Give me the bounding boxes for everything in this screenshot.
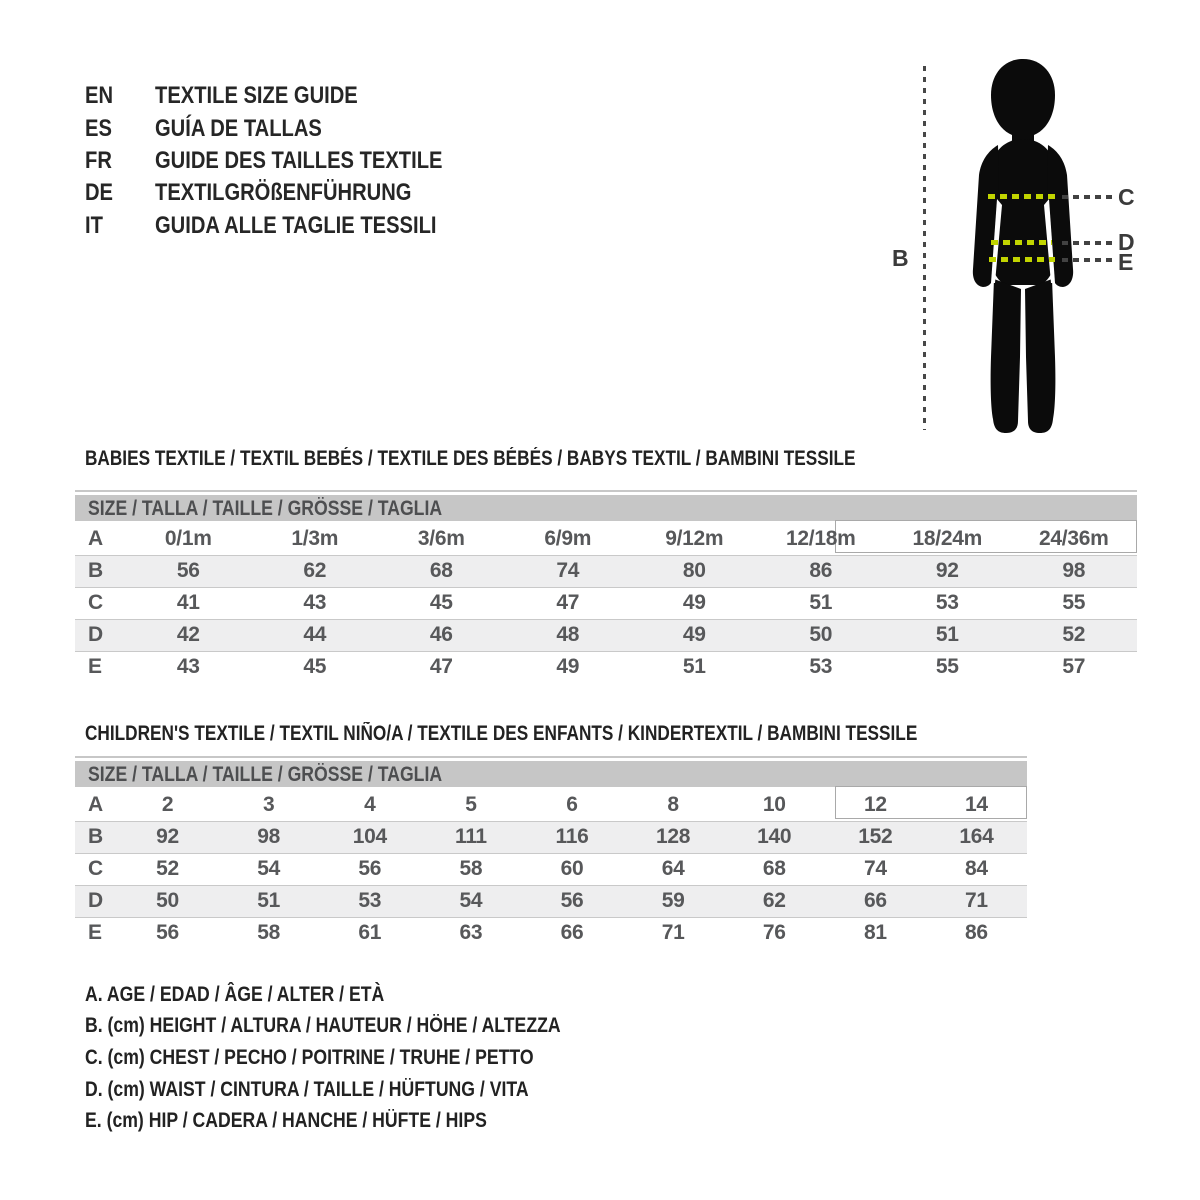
size-cell: 111 — [454, 825, 487, 848]
size-cell: 2 — [161, 792, 174, 816]
size-cell: 66 — [863, 889, 887, 912]
size-cell: 164 — [959, 825, 994, 848]
size-cell: 55 — [935, 655, 959, 679]
size-cell: 116 — [555, 825, 589, 848]
size-cell: 12/18m — [786, 526, 856, 550]
table-row — [75, 917, 1027, 949]
legend-line-hip: E. (cm) HIP / CADERA / HANCHE / HÜFTE / HIPS — [85, 1109, 487, 1133]
size-cell: 74 — [556, 559, 580, 582]
size-cell: 6/9m — [544, 526, 592, 550]
size-cell: 12 — [863, 792, 887, 816]
size-cell: 104 — [352, 825, 387, 848]
legend-line-chest: C. (cm) CHEST / PECHO / POITRINE / TRUHE / PETTO — [85, 1045, 534, 1069]
size-cell: 92 — [935, 559, 959, 582]
language-row — [85, 210, 497, 242]
size-cell: 44 — [303, 623, 327, 646]
babies-size-table — [75, 490, 1137, 683]
row-label: E — [88, 655, 103, 679]
language-row — [85, 112, 497, 144]
row-label: A — [88, 792, 104, 816]
size-cell: 51 — [935, 623, 959, 646]
size-cell: 43 — [303, 591, 327, 614]
table-row — [75, 555, 1137, 587]
size-cell: 46 — [429, 623, 453, 646]
language-title: GUIDE DES TAILLES TEXTILE — [155, 146, 443, 174]
size-cell: 4 — [364, 792, 376, 816]
size-cell: 58 — [257, 921, 281, 945]
language-code: FR — [85, 146, 112, 174]
size-cell: 3 — [262, 792, 275, 816]
size-cell: 56 — [358, 857, 382, 880]
table-row — [75, 853, 1027, 885]
size-cell: 68 — [429, 559, 453, 582]
waist-label: D — [1118, 229, 1135, 255]
size-cell: 84 — [965, 857, 988, 880]
size-cell: 24/36m — [1039, 526, 1109, 550]
table-row — [75, 885, 1027, 917]
row-label: B — [88, 559, 104, 582]
size-cell: 47 — [556, 591, 580, 614]
row-label: D — [88, 623, 104, 646]
size-cell: 56 — [560, 889, 584, 912]
size-cell: 60 — [560, 857, 584, 880]
hip-measure-line-accent — [989, 257, 1055, 262]
language-code: DE — [85, 179, 114, 207]
legend-line-age: A. AGE / EDAD / ÂGE / ALTER / ETÀ — [85, 982, 385, 1006]
size-cell: 52 — [156, 857, 179, 880]
size-cell: 64 — [661, 857, 685, 880]
size-cell: 3/6m — [417, 526, 465, 550]
measurement-legend — [85, 979, 651, 1137]
language-title: GUÍA DE TALLAS — [155, 114, 322, 142]
language-title: TEXTILGRÖßENFÜHRUNG — [155, 179, 412, 207]
children-size-table — [75, 756, 1027, 949]
size-cell: 14 — [965, 792, 988, 816]
legend-line-height: B. (cm) HEIGHT / ALTURA / HAUTEUR / HÖHE / ALTEZZA — [85, 1014, 561, 1038]
size-cell: 50 — [156, 889, 179, 912]
language-row — [85, 177, 497, 209]
size-cell: 152 — [858, 825, 893, 848]
size-cell: 48 — [556, 623, 580, 646]
table-row — [75, 587, 1137, 619]
size-cell: 51 — [682, 655, 706, 679]
size-cell: 45 — [429, 591, 453, 614]
size-cell: 86 — [809, 559, 833, 582]
row-label: D — [88, 889, 104, 912]
size-cell: 54 — [459, 889, 483, 912]
size-cell: 51 — [257, 889, 281, 912]
table-top-rule — [75, 490, 1137, 492]
table-row — [75, 523, 1137, 555]
size-cell: 9/12m — [665, 526, 724, 550]
size-cell: 52 — [1062, 623, 1086, 646]
children-section-title: CHILDREN'S TEXTILE / TEXTIL NIÑO/A / TEXTILE DES ENFANTS / KINDERTEXTIL / BAMBINI TESSILE — [85, 722, 918, 745]
babies-table-header: SIZE / TALLA / TAILLE / GRÖSSE / TAGLIA — [75, 495, 1137, 521]
size-cell: 42 — [176, 623, 200, 646]
size-cell: 63 — [459, 921, 483, 945]
size-cell: 45 — [303, 655, 327, 679]
children-table-header: SIZE / TALLA / TAILLE / GRÖSSE / TAGLIA — [75, 761, 1027, 787]
language-row — [85, 145, 497, 177]
child-silhouette — [960, 57, 1090, 437]
size-cell: 58 — [459, 857, 483, 880]
row-label: C — [88, 857, 104, 880]
size-cell: 74 — [863, 857, 887, 880]
size-cell: 53 — [358, 889, 382, 912]
size-cell: 1/3m — [291, 526, 339, 550]
size-cell: 57 — [1062, 655, 1086, 679]
height-measure-dashed-line — [923, 66, 926, 430]
size-cell: 49 — [682, 591, 706, 614]
table-row — [75, 651, 1137, 683]
table-row — [75, 619, 1137, 651]
language-code: EN — [85, 82, 114, 110]
chest-measure-line — [1062, 195, 1112, 199]
size-cell: 8 — [667, 792, 679, 816]
language-code: IT — [85, 211, 103, 239]
language-title: GUIDA ALLE TAGLIE TESSILI — [155, 211, 437, 239]
size-cell: 56 — [156, 921, 179, 945]
size-cell: 50 — [809, 623, 833, 646]
size-cell: 54 — [257, 857, 281, 880]
babies-table-grid — [75, 523, 1137, 683]
legend-line-waist: D. (cm) WAIST / CINTURA / TAILLE / HÜFTUNG / VITA — [85, 1077, 529, 1101]
size-cell: 76 — [762, 921, 786, 945]
size-cell: 66 — [560, 921, 584, 945]
size-cell: 98 — [1062, 559, 1086, 582]
chest-label: C — [1118, 184, 1135, 210]
size-cell: 49 — [556, 655, 580, 679]
waist-measure-line-accent — [991, 240, 1052, 245]
height-label: B — [892, 245, 909, 271]
chest-measure-line-accent — [988, 194, 1056, 199]
size-cell: 49 — [682, 623, 706, 646]
size-cell: 56 — [176, 559, 200, 582]
size-cell: 62 — [762, 889, 786, 912]
babies-section-title: BABIES TEXTILE / TEXTIL BEBÉS / TEXTILE DES BÉBÉS / BABYS TEXTIL / BAMBINI TESSILE — [85, 447, 856, 470]
language-code: ES — [85, 114, 112, 142]
table-top-rule — [75, 756, 1027, 758]
size-cell: 59 — [661, 889, 685, 912]
size-cell: 80 — [682, 559, 706, 582]
size-cell: 62 — [303, 559, 327, 582]
size-cell: 51 — [809, 591, 833, 614]
row-label: C — [88, 591, 104, 614]
size-cell: 47 — [429, 655, 453, 679]
size-cell: 18/24m — [912, 526, 982, 550]
size-cell: 140 — [757, 825, 792, 848]
row-label: E — [88, 921, 103, 945]
size-cell: 53 — [935, 591, 959, 614]
language-guide-list — [85, 80, 497, 242]
size-cell: 128 — [656, 825, 691, 848]
size-cell: 5 — [465, 792, 477, 816]
children-table-grid — [75, 789, 1027, 949]
size-cell: 6 — [566, 792, 578, 816]
size-cell: 41 — [176, 591, 200, 614]
size-cell: 71 — [965, 889, 988, 912]
size-cell: 10 — [762, 792, 786, 816]
hip-label: E — [1118, 249, 1134, 275]
size-cell: 81 — [863, 921, 887, 945]
size-cell: 61 — [358, 921, 382, 945]
waist-measure-line — [1062, 241, 1112, 245]
hip-measure-line — [1062, 258, 1112, 262]
size-cell: 86 — [965, 921, 988, 945]
size-cell: 0/1m — [164, 526, 212, 550]
language-row — [85, 80, 497, 112]
language-title: TEXTILE SIZE GUIDE — [155, 82, 358, 110]
table-row — [75, 821, 1027, 853]
size-cell: 68 — [762, 857, 786, 880]
table-row — [75, 789, 1027, 821]
row-label: B — [88, 825, 104, 848]
row-label: A — [88, 526, 104, 550]
size-cell: 71 — [661, 921, 685, 945]
size-cell: 53 — [809, 655, 833, 679]
size-cell: 43 — [176, 655, 200, 679]
size-cell: 98 — [257, 825, 281, 848]
size-cell: 92 — [156, 825, 179, 848]
size-cell: 55 — [1062, 591, 1086, 614]
